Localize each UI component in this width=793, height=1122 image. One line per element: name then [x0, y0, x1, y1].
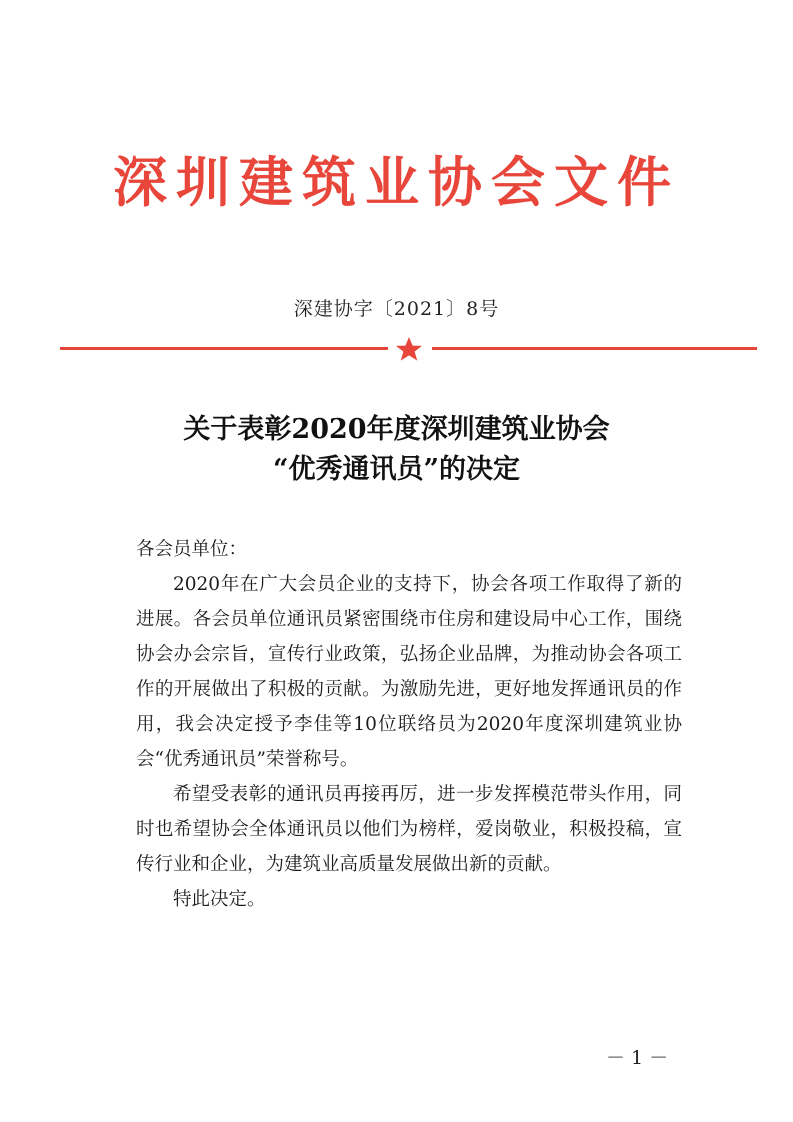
star-icon	[392, 336, 426, 362]
divider-line-left	[60, 347, 388, 350]
red-divider	[60, 336, 757, 362]
paragraph-1: 2020年在广大会员企业的支持下，协会各项工作取得了新的进展。各会员单位通讯员紧密围绕市住房和建设局中心工作，围绕协会办会宗旨，宣传行业政策，弘扬企业品牌，为推动协会各项工作的开展做出了积极的贡献。为激励先进，更好地发挥通讯员的作用，我会决定授予李佳等10位联络员为2020年度深圳建筑业协会“优秀通讯员”荣誉称号。	[136, 574, 682, 770]
page-number: － 1 －	[606, 1047, 669, 1069]
paragraph-3: 特此决定。	[173, 889, 266, 910]
paragraph-2: 希望受表彰的通讯员再接再厉，进一步发挥模范带头作用，同时也希望协会全体通讯员以他们为榜样，爱岗敬业，积极投稿，宣传行业和企业，为建筑业高质量发展做出新的贡献。	[136, 784, 682, 875]
document-title-line2: “优秀通讯员”的决定	[272, 454, 521, 485]
salutation: 各会员单位：	[136, 539, 248, 560]
document-number: 深建协字〔2021〕8号	[293, 298, 500, 320]
document-title-line1: 关于表彰2020年度深圳建筑业协会	[183, 414, 610, 445]
document-body	[136, 532, 682, 917]
masthead-title: 深圳建筑业协会文件	[113, 151, 680, 214]
divider-line-right	[432, 347, 757, 350]
